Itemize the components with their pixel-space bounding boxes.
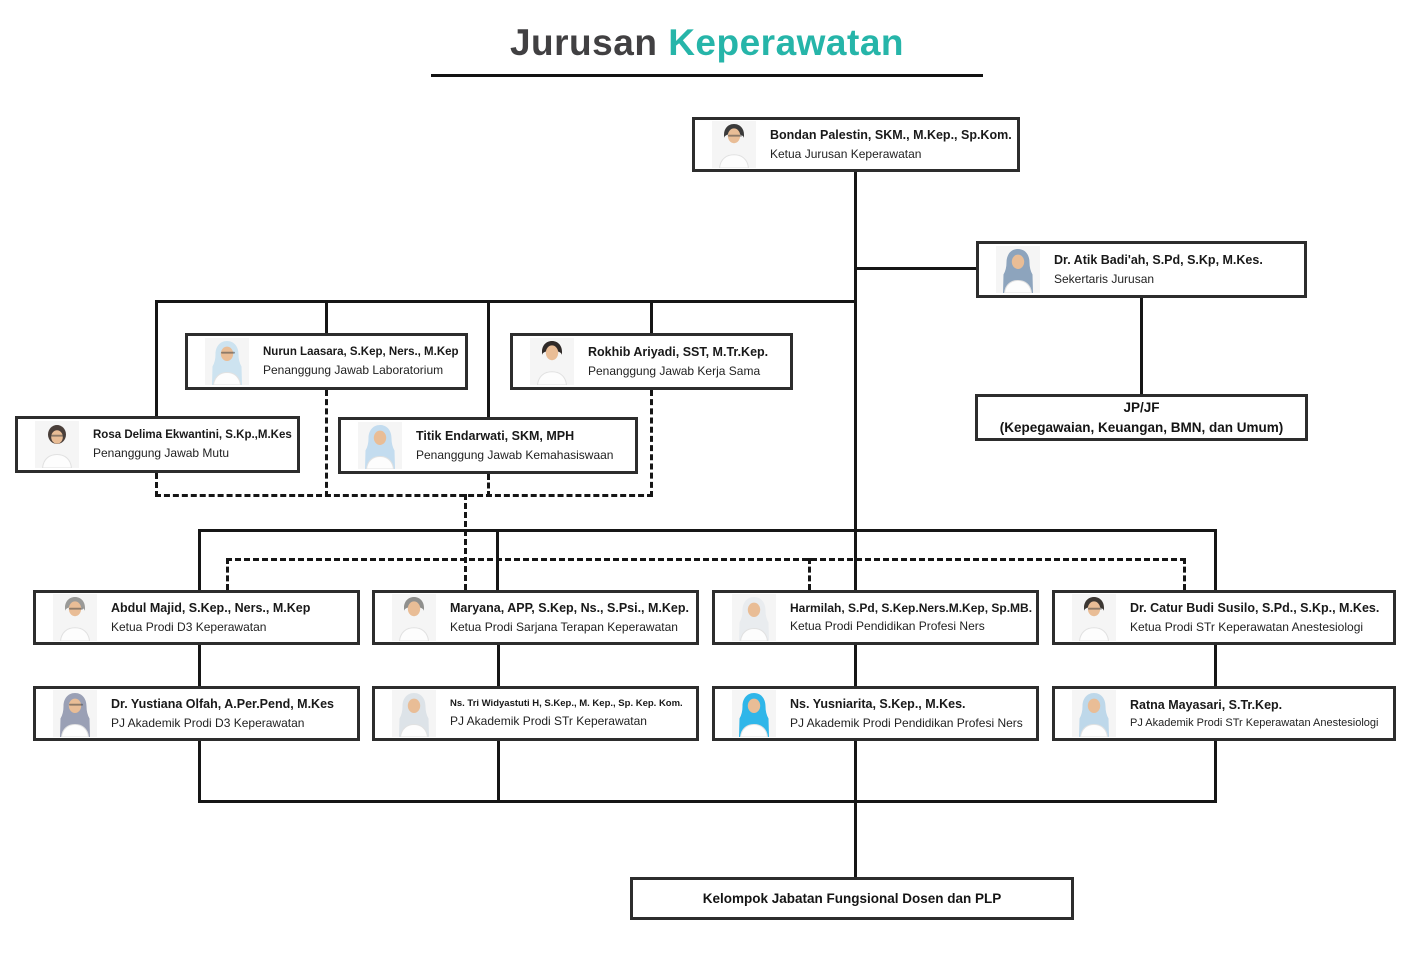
person-name: Rosa Delima Ekwantini, S.Kp.,M.Kes	[93, 428, 292, 441]
org-node-kaprodi-anestesiologi	[1052, 590, 1396, 645]
org-node-pj-akademik-d3	[33, 686, 360, 741]
avatar	[1072, 690, 1116, 737]
connector-line	[198, 529, 201, 590]
org-node-pj-kerja-sama	[510, 333, 793, 390]
connector-line	[198, 800, 1217, 803]
avatar	[205, 338, 249, 385]
unit-label: Kelompok Jabatan Fungsional Dosen dan PLP	[702, 890, 1002, 906]
connector-line	[1214, 529, 1217, 590]
avatar	[35, 421, 79, 468]
avatar	[530, 338, 574, 385]
connector-line	[497, 645, 500, 687]
person-role: Penanggung Jawab Laboratorium	[263, 364, 444, 378]
avatar	[392, 690, 436, 737]
person-role: Ketua Prodi Sarjana Terapan Keperawatan	[450, 620, 678, 634]
person-name: Dr. Atik Badi'ah, S.Pd, S.Kp, M.Kes.	[1054, 253, 1263, 268]
person-name: Maryana, APP, S.Kep, Ns., S.Psi., M.Kep.	[450, 601, 689, 616]
title-underline	[431, 74, 983, 77]
connector-line	[198, 645, 201, 687]
connector-line	[198, 741, 201, 803]
person-role: Ketua Prodi STr Keperawatan Anestesiologi	[1130, 620, 1364, 634]
connector-line-dashed	[155, 494, 653, 497]
connector-line	[854, 741, 857, 803]
person-role: Penanggung Jawab Mutu	[93, 447, 230, 461]
person-name: Dr. Yustiana Olfah, A.Per.Pend, M.Kes	[111, 697, 334, 712]
connector-line-dashed	[464, 494, 467, 590]
connector-line	[854, 267, 978, 270]
avatar	[996, 246, 1040, 293]
org-node-pj-akademik-profesi-ners	[712, 686, 1039, 741]
connector-line-dashed	[650, 390, 653, 497]
title-prefix: Jurusan	[509, 22, 658, 63]
avatar	[712, 121, 756, 168]
connector-line	[198, 529, 1217, 532]
org-node-kelompok-fungsional	[630, 877, 1074, 920]
org-node-ketua-jurusan	[692, 117, 1020, 172]
person-role: Penanggung Jawab Kerja Sama	[588, 364, 761, 378]
person-name: Nurun Laasara, S.Kep, Ners., M.Kep	[263, 345, 459, 358]
person-name: Ratna Mayasari, S.Tr.Kep.	[1130, 697, 1283, 712]
org-node-kaprodi-profesi-ners	[712, 590, 1039, 645]
person-name: Bondan Palestin, SKM., M.Kep., Sp.Kom.	[770, 128, 1012, 143]
avatar	[732, 690, 776, 737]
org-node-kaprodi-sarjana-terapan	[372, 590, 699, 645]
person-name: Ns. Tri Widyastuti H, S.Kep., M. Kep., Sp. Kep. Kom.	[450, 698, 683, 709]
person-name: Abdul Majid, S.Kep., Ners., M.Kep	[111, 601, 311, 616]
person-role: Penanggung Jawab Kemahasiswaan	[416, 448, 614, 462]
connector-line-dashed	[1183, 558, 1186, 590]
connector-line	[487, 300, 490, 418]
person-role: PJ Akademik Prodi Pendidikan Profesi Ners	[790, 716, 1023, 730]
org-node-sekertaris-jurusan	[976, 241, 1307, 298]
avatar	[358, 422, 402, 469]
connector-line	[650, 300, 653, 334]
org-node-pj-akademik-anestesiologi	[1052, 686, 1396, 741]
person-name: Titik Endarwati, SKM, MPH	[416, 429, 575, 444]
connector-line	[155, 300, 158, 416]
person-role: PJ Akademik Prodi STr Keperawatan	[450, 714, 647, 728]
connector-line	[1140, 298, 1143, 394]
org-node-jpjf	[975, 394, 1308, 441]
avatar	[732, 594, 776, 641]
person-name: Harmilah, S.Pd, S.Kep.Ners.M.Kep, Sp.MB.	[790, 601, 1032, 615]
connector-line	[854, 645, 857, 687]
person-role: Ketua Jurusan Keperawatan	[770, 147, 922, 161]
connector-line	[854, 172, 857, 590]
org-node-pj-mutu	[15, 416, 300, 473]
person-role: Sekertaris Jurusan	[1054, 272, 1155, 286]
avatar	[392, 594, 436, 641]
connector-line	[1214, 645, 1217, 687]
connector-line-dashed	[226, 558, 229, 590]
org-node-pj-laboratorium	[185, 333, 468, 390]
connector-line-dashed	[808, 558, 811, 590]
org-node-kaprodi-d3	[33, 590, 360, 645]
connector-line-dashed	[226, 558, 1186, 561]
connector-line	[155, 300, 857, 303]
org-node-pj-kemahasiswaan	[338, 417, 638, 474]
connector-line	[325, 300, 328, 334]
title-highlight: Keperawatan	[668, 22, 905, 63]
person-role: PJ Akademik Prodi D3 Keperawatan	[111, 716, 305, 730]
org-node-pj-akademik-str	[372, 686, 699, 741]
page-title	[0, 22, 1414, 64]
person-role: PJ Akademik Prodi STr Keperawatan Anestesiologi	[1130, 717, 1379, 730]
connector-line	[497, 741, 500, 803]
avatar	[53, 594, 97, 641]
connector-line-dashed	[325, 390, 328, 497]
connector-line	[854, 800, 857, 878]
unit-label-line1: JP/JF	[1123, 399, 1160, 415]
person-role: Ketua Prodi Pendidikan Profesi Ners	[790, 620, 985, 634]
person-name: Ns. Yusniarita, S.Kep., M.Kes.	[790, 697, 966, 712]
person-name: Dr. Catur Budi Susilo, S.Pd., S.Kp., M.Kes.	[1130, 601, 1380, 616]
unit-label-line2: (Kepegawaian, Keuangan, BMN, dan Umum)	[999, 419, 1284, 435]
avatar	[1072, 594, 1116, 641]
person-name: Rokhib Ariyadi, SST, M.Tr.Kep.	[588, 345, 769, 360]
avatar	[53, 690, 97, 737]
person-role: Ketua Prodi D3 Keperawatan	[111, 620, 267, 634]
connector-line	[1214, 741, 1217, 803]
